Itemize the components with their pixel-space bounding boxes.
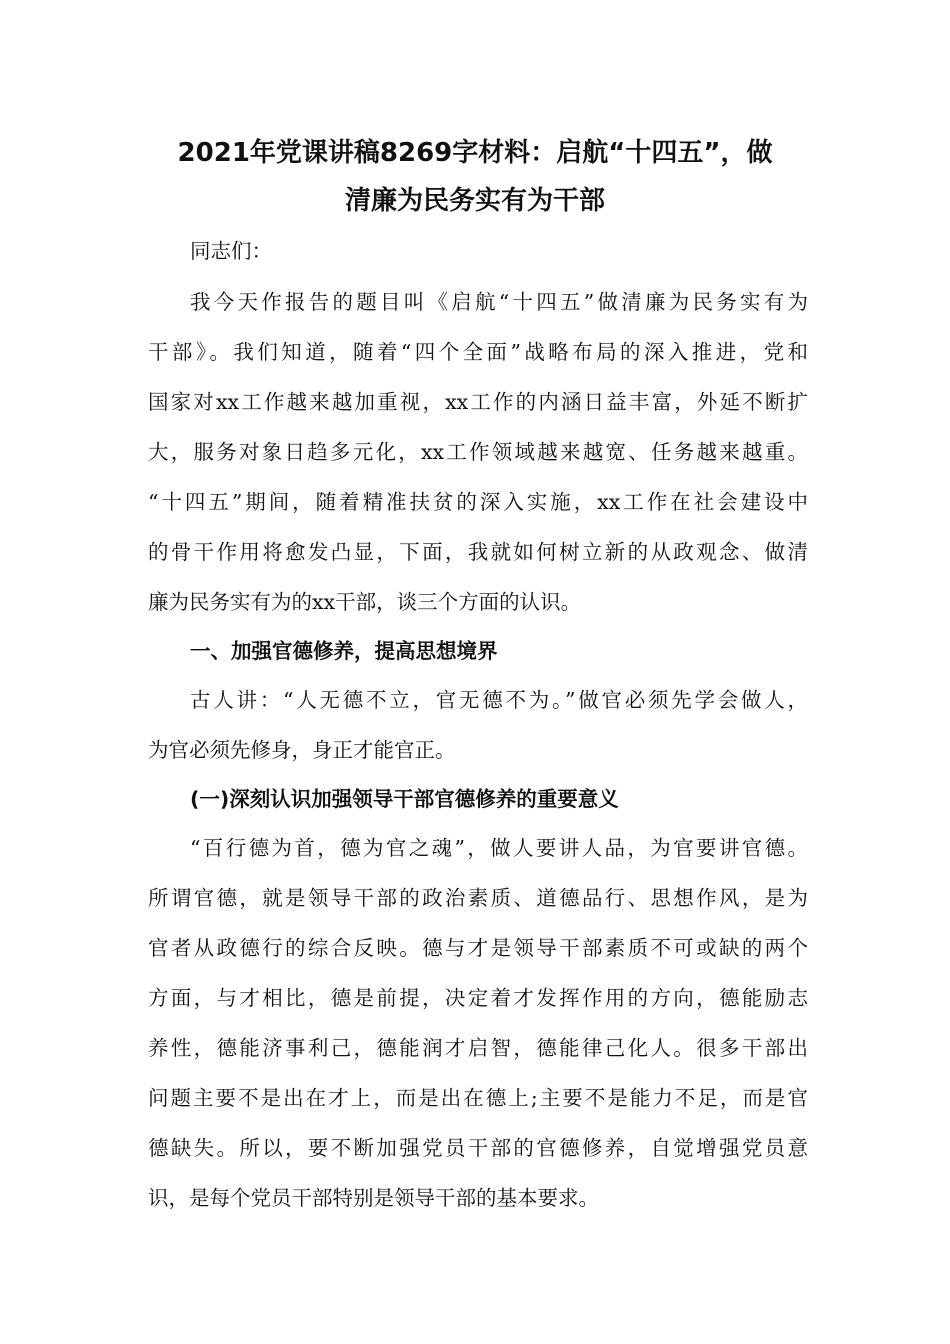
subsection-heading: (一)深刻认识加强领导干部官德修养的重要意义 bbox=[190, 787, 619, 811]
paragraph-line: 为官必须先修身，身正才能官正。 bbox=[148, 738, 456, 762]
paragraph-line: 古人讲：“人无德不立，官无德不为。”做官必须先学会做人， bbox=[190, 688, 808, 712]
paragraph-line: 养性，德能济事利己，德能润才启智，德能律己化人。很多干部出 bbox=[148, 1036, 808, 1060]
paragraph-line: 识，是每个党员干部特别是领导干部的基本要求。 bbox=[148, 1186, 599, 1210]
paragraph-line: 德缺失。所以，要不断加强党员干部的官德修养，自觉增强党员意 bbox=[148, 1136, 808, 1160]
paragraph-line: 大，服务对象日趋多元化，xx工作领域越来越宽、任务越来越重。 bbox=[148, 440, 808, 464]
paragraph-line: 廉为民务实有为的xx干部，谈三个方面的认识。 bbox=[148, 590, 582, 614]
paragraph-line: 方面，与才相比，德是前提，决定着才发挥作用的方向，德能励志 bbox=[148, 986, 808, 1010]
paragraph-line: “百行德为首，德为官之魂”，做人要讲人品，为官要讲官德。 bbox=[190, 836, 808, 860]
paragraph-line: 问题主要不是出在才上，而是出在德上;主要不是能力不足，而是官 bbox=[148, 1086, 808, 1110]
document-title-line-2: 清廉为民务实有为干部 bbox=[344, 186, 605, 216]
paragraph-line: 我今天作报告的题目叫《启航“十四五”做清廉为民务实有为 bbox=[190, 290, 808, 314]
paragraph-line: 官者从政德行的综合反映。德与才是领导干部素质不可或缺的两个 bbox=[148, 936, 808, 960]
paragraph-line: “十四五”期间，随着精准扶贫的深入实施，xx工作在社会建设中 bbox=[148, 490, 808, 514]
salutation: 同志们： bbox=[190, 239, 272, 263]
paragraph-line: 所谓官德，就是领导干部的政治素质、道德品行、思想作风，是为 bbox=[148, 886, 808, 910]
paragraph-line: 国家对xx工作越来越加重视，xx工作的内涵日益丰富，外延不断扩 bbox=[148, 390, 808, 414]
section-heading: 一、加强官德修养，提高思想境界 bbox=[190, 639, 498, 663]
document-title-line-1: 2021年党课讲稿8269字材料：启航“十四五”，做 bbox=[177, 138, 773, 168]
paragraph-line: 干部》。我们知道，随着“四个全面”战略布局的深入推进，党和 bbox=[148, 340, 808, 364]
paragraph-line: 的骨干作用将愈发凸显，下面，我就如何树立新的从政观念、做清 bbox=[148, 540, 808, 564]
